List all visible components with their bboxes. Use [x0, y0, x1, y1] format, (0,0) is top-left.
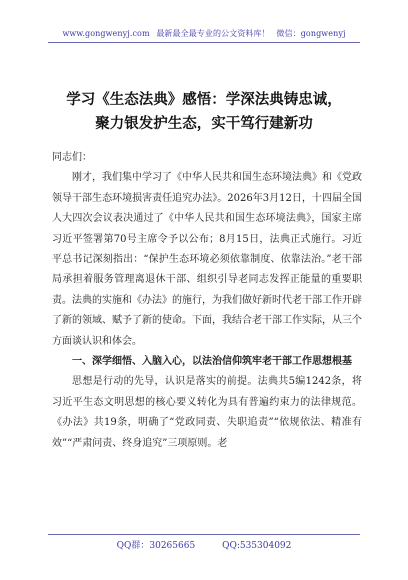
header-bar	[0, 28, 408, 39]
title-line-1: 学习《生态法典》感悟：学深法典铸忠诚，	[66, 91, 342, 108]
title-line-2: 聚力银发护生态，实干笃行建新功	[95, 115, 313, 132]
wechat-id: 微信：gongwenyj	[276, 29, 346, 38]
footer-bar	[0, 538, 408, 551]
qq-contact: QQ:535304092	[222, 541, 292, 551]
site-slogan: 最新最全最专业的公文资料库！	[156, 29, 270, 38]
section-paragraph: 思想是行动的先导，认识是落实的前提。法典共5编1242条，将习近平生态文明思想的核心要义转化为具有普遍约束力的法律规范。《办法》共19条，明确了“党政同责、失职追责”“依规依法、精准有效”“严肃问责、终身追究”三项原则。老	[52, 376, 362, 449]
body-paragraph: 刚才，我们集中学习了《中华人民共和国生态环境法典》和《党政领导干部生态环境损害责任追究办法》。2026年3月12日，十四届全国人大四次会议表决通过了《中华人民共和国生态环境法典》，国家主席习近平签署第70号主席令予以公布；8月15日，法典正式施行。习近平总书记深刻指出：“保护生态环境必须依靠制度、依靠法治。”老干部局承担着服务管理离退休干部、组织引导老同志发挥正能量的重要职责。法典的实施和《办法》的施行，为我们做好新时代老干部工作开辟了新的领域、赋予了新的使命。下面，我结合老干部工作实际，从三个方面谈认识和体会。	[52, 172, 362, 347]
website-link[interactable]: www.gongwenyj.com	[62, 29, 150, 38]
footer-divider	[48, 534, 360, 535]
qq-group: QQ群：30265665	[116, 541, 196, 551]
document-title	[30, 88, 378, 136]
header-divider	[48, 42, 360, 43]
section-heading: 一、深学细悟、入脑入心，以法治信仰筑牢老干部工作思想根基	[72, 356, 352, 368]
salutation: 同志们：	[52, 152, 92, 163]
document-body	[52, 148, 362, 454]
